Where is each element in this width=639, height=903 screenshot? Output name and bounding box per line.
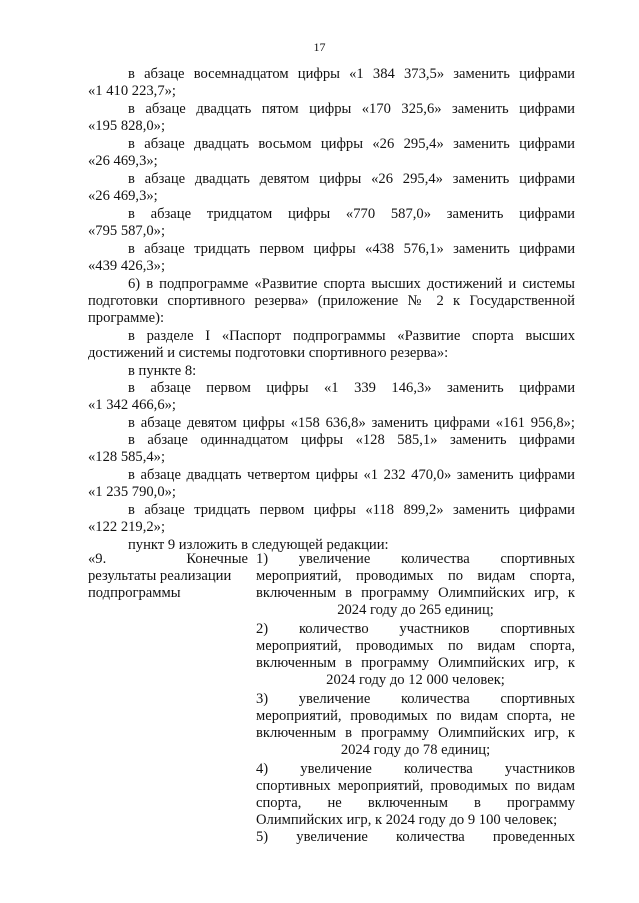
text-line: в абзаце тридцать первом цифры «118 899,2» заменить цифрами (128, 502, 575, 518)
table-right-line: 2024 году до 78 единиц; (340, 742, 491, 758)
table-right-column (256, 551, 575, 846)
text-line: в абзаце одиннадцатом цифры «128 585,1» заменить цифрами (128, 432, 575, 448)
table-left-line: «9. Конечные (88, 551, 248, 567)
table-right-line: спортивных мероприятий, проводимых по видам (256, 778, 575, 794)
table-right-line: мероприятий, проводимых по видам спорта, (256, 638, 575, 654)
text-line: в абзаце восемнадцатом цифры «1 384 373,5» заменить цифрами (128, 66, 575, 82)
text-line: «122 219,2»; (88, 519, 166, 535)
text-line: в абзаце двадцать четвертом цифры «1 232 470,0» заменить цифрами (128, 467, 575, 483)
table-left-column (88, 551, 248, 602)
text-line: в абзаце двадцать восьмом цифры «26 295,4» заменить цифрами (128, 136, 575, 152)
table-right-line: 2) количество участников спортивных (256, 621, 575, 637)
table-left-line: результаты реализации (88, 568, 232, 584)
text-line: достижений и системы подготовки спортивного резерва»: (88, 345, 449, 361)
table-right-line: включенным в программу Олимпийских игр, к (256, 655, 575, 671)
text-line: подготовки спортивного резерва» (приложение № 2 к Государственной (88, 293, 575, 309)
text-line: в абзаце двадцать пятом цифры «170 325,6» заменить цифрами (128, 101, 575, 117)
text-line: программе): (88, 310, 165, 326)
table-right-line: спорта, не включенным в программу (256, 795, 575, 811)
text-line: «128 585,4»; (88, 449, 166, 465)
text-line: «1 410 223,7»; (88, 83, 176, 99)
table-right-line: 2024 году до 12 000 человек; (326, 672, 505, 688)
text-line: в абзаце тридцатом цифры «770 587,0» заменить цифрами (128, 206, 575, 222)
text-line: «795 587,0»; (88, 223, 166, 239)
text-line: «1 235 790,0»; (88, 484, 176, 500)
table-right-line: 5) увеличение количества проведенных (256, 829, 575, 845)
text-line: в абзаце девятом цифры «158 636,8» заменить цифрами «161 956,8»; (128, 415, 575, 431)
table-right-line: включенным в программу Олимпийских игр, к (256, 725, 575, 741)
table-right-line: Олимпийских игр, к 2024 году до 9 100 человек; (256, 812, 558, 828)
table-right-line: 3) увеличение количества спортивных (256, 691, 575, 707)
table-right-line: мероприятий, проводимых по видам спорта, (256, 568, 575, 584)
page-number: 17 (313, 40, 326, 54)
text-line: «439 426,3»; (88, 258, 166, 274)
text-line: «1 342 466,6»; (88, 397, 176, 413)
text-line: «26 469,3»; (88, 188, 158, 204)
text-line: 6) в подпрограмме «Развитие спорта высших достижений и системы (128, 276, 575, 292)
text-line: «195 828,0»; (88, 118, 166, 134)
table-right-line: мероприятий, проводимых по видам спорта, не (256, 708, 575, 724)
text-line: в абзаце тридцать первом цифры «438 576,1» заменить цифрами (128, 241, 575, 257)
text-line: «26 469,3»; (88, 153, 158, 169)
table-right-line: 1) увеличение количества спортивных (256, 551, 575, 567)
table-left-line: подпрограммы (88, 585, 181, 601)
table-right-line: включенным в программу Олимпийских игр, к (256, 585, 575, 601)
text-line: пункт 9 изложить в следующей редакции: (128, 537, 389, 553)
text-line: в абзаце двадцать девятом цифры «26 295,4» заменить цифрами (128, 171, 575, 187)
table-right-line: 2024 году до 265 единиц; (337, 602, 494, 618)
text-line: в разделе I «Паспорт подпрограммы «Развитие спорта высших (128, 328, 575, 344)
text-line: в пункте 8: (128, 363, 197, 379)
table-right-line: 4) увеличение количества участников (256, 761, 575, 777)
text-line: в абзаце первом цифры «1 339 146,3» заменить цифрами (128, 380, 575, 396)
